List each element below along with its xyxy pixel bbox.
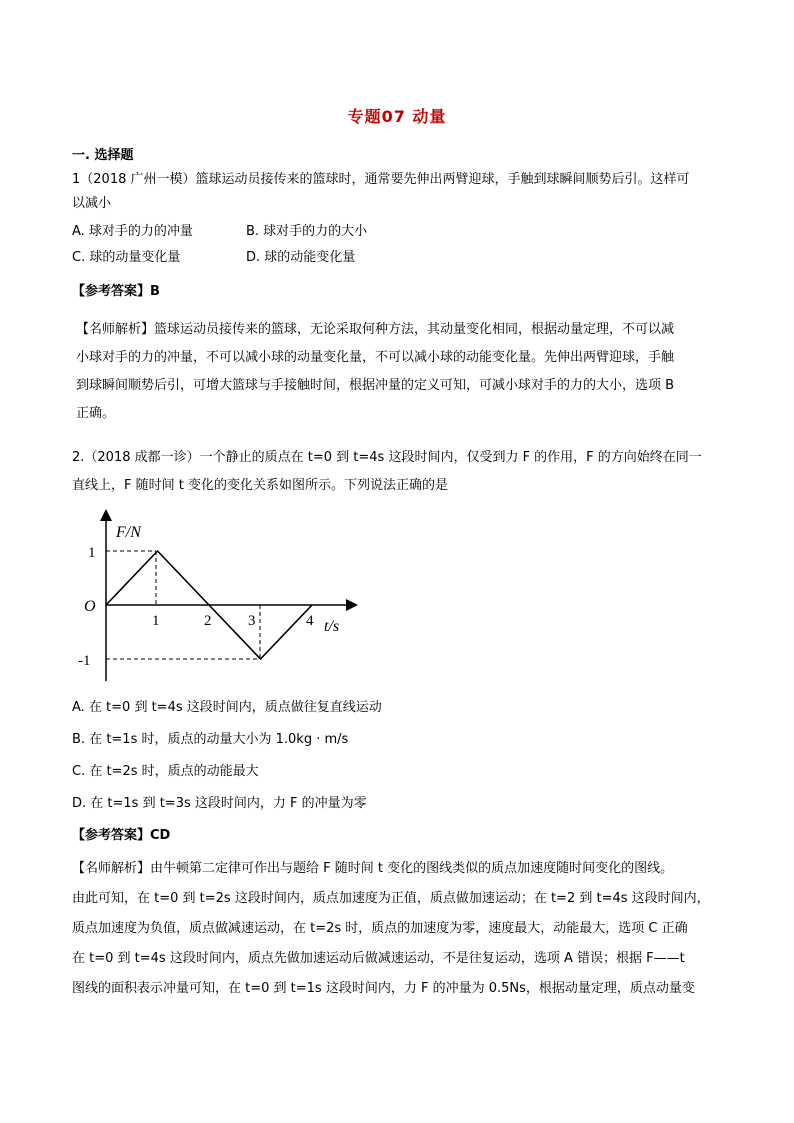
x-tick-label: 4 <box>306 613 314 629</box>
q1-stem-line1: 1（2018 广州一模）篮球运动员接传来的篮球时，通常要先伸出两臂迎球，手触到球瞬间顺势后引。这样可 <box>72 172 690 187</box>
q2-analysis-line: 【名师解析】由牛顿第二定律可作出与题给 F 随时间 t 变化的图线类似的质点加速度随时间变化的图线。 <box>72 861 674 876</box>
q1-analysis-line: 【名师解析】篮球运动员接传来的篮球，无论采取何种方法，其动量变化相同，根据动量定理，不可以减 <box>76 322 675 337</box>
y-tick-label: 1 <box>88 545 96 561</box>
q1-answer: 【参考答案】B <box>72 284 160 299</box>
section-heading: 一. 选择题 <box>72 148 134 163</box>
x-tick-label: 2 <box>204 613 212 629</box>
q2-analysis-line: 由此可知，在 t=0 到 t=2s 这段时间内，质点加速度为正值，质点做加速运动；在 t=2 到 t=4s 这段时间内， <box>72 891 710 906</box>
x-tick-label: 3 <box>248 613 256 629</box>
q1-analysis <box>76 316 736 428</box>
force-time-graph <box>70 507 360 687</box>
q1-analysis-line: 到球瞬间顺势后引，可增大篮球与手接触时间，根据冲量的定义可知，可减小球对手的力的大小，选项 B <box>76 378 675 393</box>
q1-analysis-line: 正确。 <box>76 406 116 421</box>
x-axis-label: t/s <box>324 618 340 635</box>
q2-analysis <box>72 854 732 1004</box>
q2-answer: 【参考答案】CD <box>72 828 171 843</box>
q2-analysis-line: 图线的面积表示冲量可知，在 t=0 到 t=1s 这段时间内，力 F 的冲量为 0.5Ns，根据动量定理，质点动量变 <box>72 981 695 996</box>
q1-option-b: B. 球对手的力的大小 <box>246 224 368 239</box>
q1-option-c: C. 球的动量变化量 <box>72 250 181 265</box>
q2-stem-line2: 直线上，F 随时间 t 变化的变化关系如图所示。下列说法正确的是 <box>72 478 448 493</box>
page-title: 专题07 动量 <box>347 107 447 126</box>
q2-analysis-line: 质点加速度为负值，质点做减速运动，在 t=2s 时，质点的加速度为零，速度最大，动能最大，选项 C 正确 <box>72 921 688 936</box>
q1-analysis-line: 小球对手的力的冲量，不可以减小球的动量变化量，不可以减小球的动能变化量。先伸出两臂迎球，手触 <box>76 350 675 365</box>
y-axis-label: F/N <box>116 524 141 541</box>
q2-option-a: A. 在 t=0 到 t=4s 这段时间内，质点做往复直线运动 <box>72 700 382 715</box>
q2-stem-line1: 2.（2018 成都一诊）一个静止的质点在 t=0 到 t=4s 这段时间内，仅受到力 F 的作用，F 的方向始终在同一 <box>72 450 702 465</box>
origin-label: O <box>84 598 96 615</box>
q2-analysis-line: 在 t=0 到 t=4s 这段时间内，质点先做加速运动后做减速运动，不是往复运动，选项 A 错误；根据 F——t <box>72 951 685 966</box>
q1-option-a: A. 球对手的力的冲量 <box>72 224 193 239</box>
q2-option-d: D. 在 t=1s 到 t=3s 这段时间内，力 F 的冲量为零 <box>72 796 367 811</box>
q2-option-b: B. 在 t=1s 时，质点的动量大小为 1.0kg · m/s <box>72 732 349 747</box>
q2-option-c: C. 在 t=2s 时，质点的动能最大 <box>72 764 259 779</box>
x-tick-label: 1 <box>152 613 160 629</box>
q1-stem-line2: 以减小 <box>72 196 112 211</box>
q1-option-d: D. 球的动能变化量 <box>246 250 356 265</box>
y-tick-label: -1 <box>78 653 91 669</box>
